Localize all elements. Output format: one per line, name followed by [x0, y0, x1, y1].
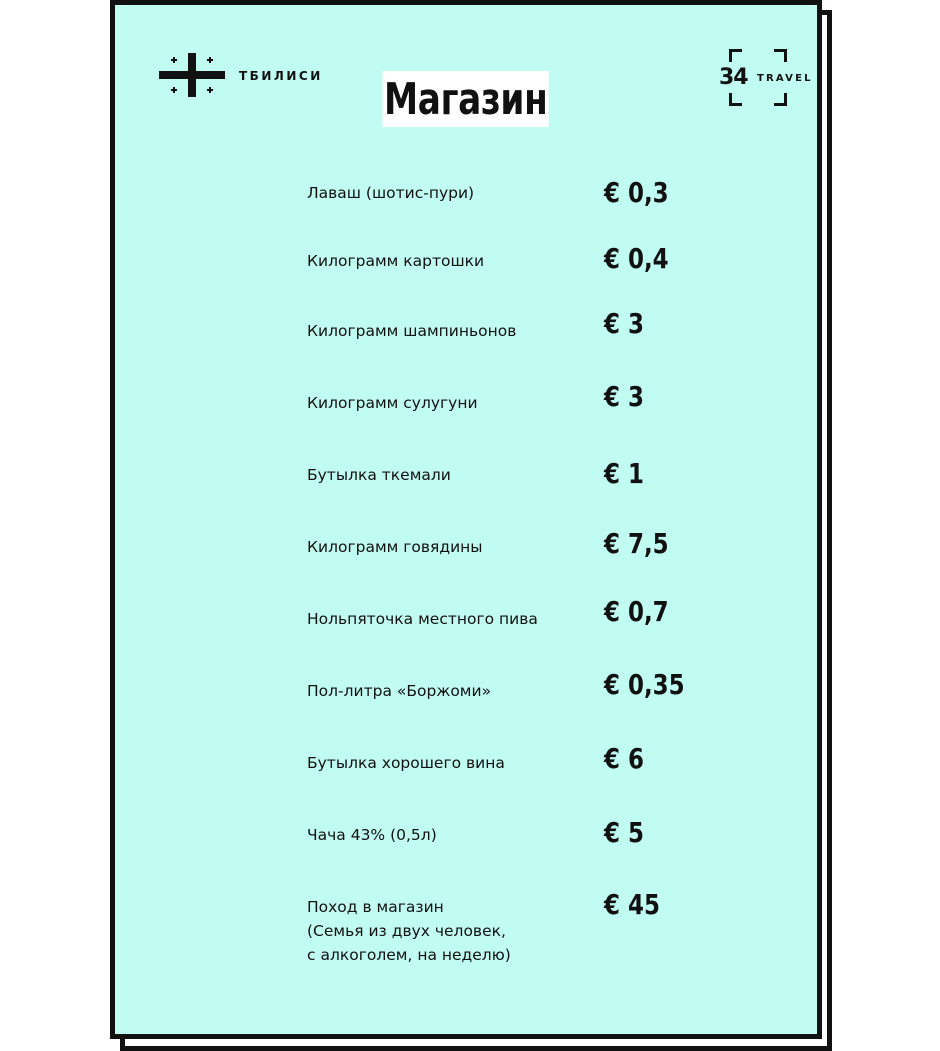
- item-name: Килограмм сулугуни: [307, 394, 478, 412]
- item-price: € 0,3: [604, 176, 669, 209]
- item-price: € 45: [604, 888, 660, 921]
- item-price: € 6: [604, 742, 644, 775]
- item-price: € 5: [604, 816, 644, 849]
- item-name: Килограмм шампиньонов: [307, 322, 517, 340]
- logo-text: TRAVEL: [757, 73, 813, 84]
- item-price: € 3: [604, 307, 644, 340]
- item-price: € 1: [604, 457, 644, 490]
- item-price: € 0,35: [604, 668, 685, 701]
- item-name: Чача 43% (0,5л): [307, 826, 437, 844]
- item-price: € 3: [604, 380, 644, 413]
- item-price: € 0,7: [604, 595, 669, 628]
- page-title: Магазин: [383, 71, 549, 127]
- item-name: Нольпяточка местного пива: [307, 610, 538, 628]
- logo-number: 34: [719, 65, 748, 90]
- item-price: € 7,5: [604, 527, 669, 560]
- item-name: Килограмм картошки: [307, 252, 485, 270]
- item-name: Килограмм говядины: [307, 538, 483, 556]
- item-price: € 0,4: [604, 242, 669, 275]
- item-name: Поход в магазин (Семья из двух человек, с алкоголем, на неделю): [307, 898, 511, 964]
- item-name: Пол-литра «Боржоми»: [307, 682, 492, 700]
- travel-logo: [719, 49, 813, 109]
- item-name: Лаваш (шотис-пури): [307, 184, 475, 202]
- item-name: Бутылка ткемали: [307, 466, 451, 484]
- city-label: ТБИЛИСИ: [239, 69, 323, 83]
- menu-card: [110, 0, 822, 1039]
- item-name: Бутылка хорошего вина: [307, 754, 505, 772]
